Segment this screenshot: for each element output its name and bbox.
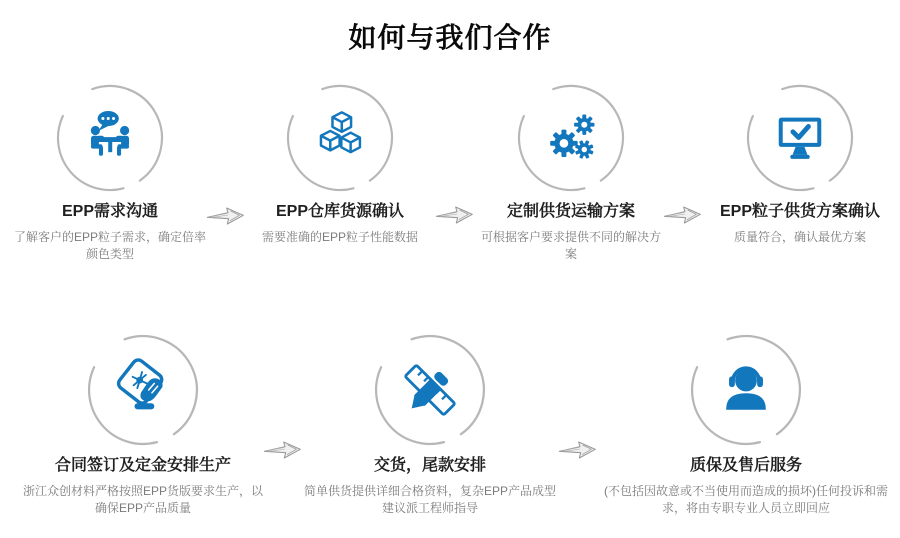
step-circle <box>746 84 854 192</box>
step-epp-requirement <box>0 84 220 263</box>
step-circle <box>690 334 802 446</box>
step-warehouse-confirm <box>230 84 450 246</box>
step-warranty-service <box>591 334 900 517</box>
step-title: EPP仓库货源确认 <box>275 203 405 220</box>
step-delivery-payment <box>295 334 565 517</box>
warehouse-cubes-icon <box>309 107 371 169</box>
step-custom-transport-plan <box>461 84 681 263</box>
monitor-check-icon <box>769 107 831 169</box>
headset-support-icon <box>713 357 779 423</box>
step-title: EPP粒子供货方案确认 <box>719 203 881 220</box>
step-circle <box>286 84 394 192</box>
step-title: 定制供货运输方案 <box>506 203 635 220</box>
step-desc: 需要准确的EPP粒子性能数据 <box>261 230 418 244</box>
step-circle <box>56 84 164 192</box>
step-desc: 了解客户的EPP粒子需求，确定倍率颜色类型 <box>13 230 206 261</box>
step-desc: 浙江众创材料严格按照EPP货版要求生产，以确保EPP产品质量 <box>22 484 263 515</box>
meeting-icon <box>79 107 141 169</box>
step-title: EPP需求沟通 <box>61 203 159 220</box>
page-title: 如何与我们合作 <box>348 22 552 53</box>
step-desc: (不包括因故意或不当使用而造成的损坏)任何投诉和需求，将由专职专业人员立即回应 <box>604 484 888 515</box>
step-circle <box>374 334 486 446</box>
step-title: 交货，尾款安排 <box>373 457 486 474</box>
step-desc: 简单供货提供详细合格资料，复杂EPP产品成型建议派工程师指导 <box>303 484 556 515</box>
step-title: 质保及售后服务 <box>689 457 802 474</box>
step-title: 合同签订及定金安排生产 <box>54 457 231 474</box>
step-circle <box>517 84 625 192</box>
step-desc: 可根据客户要求提供不同的解决方案 <box>480 230 661 261</box>
step-desc: 质量符合，确认最优方案 <box>733 230 866 244</box>
pencil-ruler-icon <box>397 357 463 423</box>
step-supply-plan-confirm <box>690 84 900 246</box>
gears-icon <box>540 107 602 169</box>
contract-hand-icon <box>110 357 176 423</box>
step-circle <box>87 334 199 446</box>
step-contract-deposit <box>13 334 273 517</box>
